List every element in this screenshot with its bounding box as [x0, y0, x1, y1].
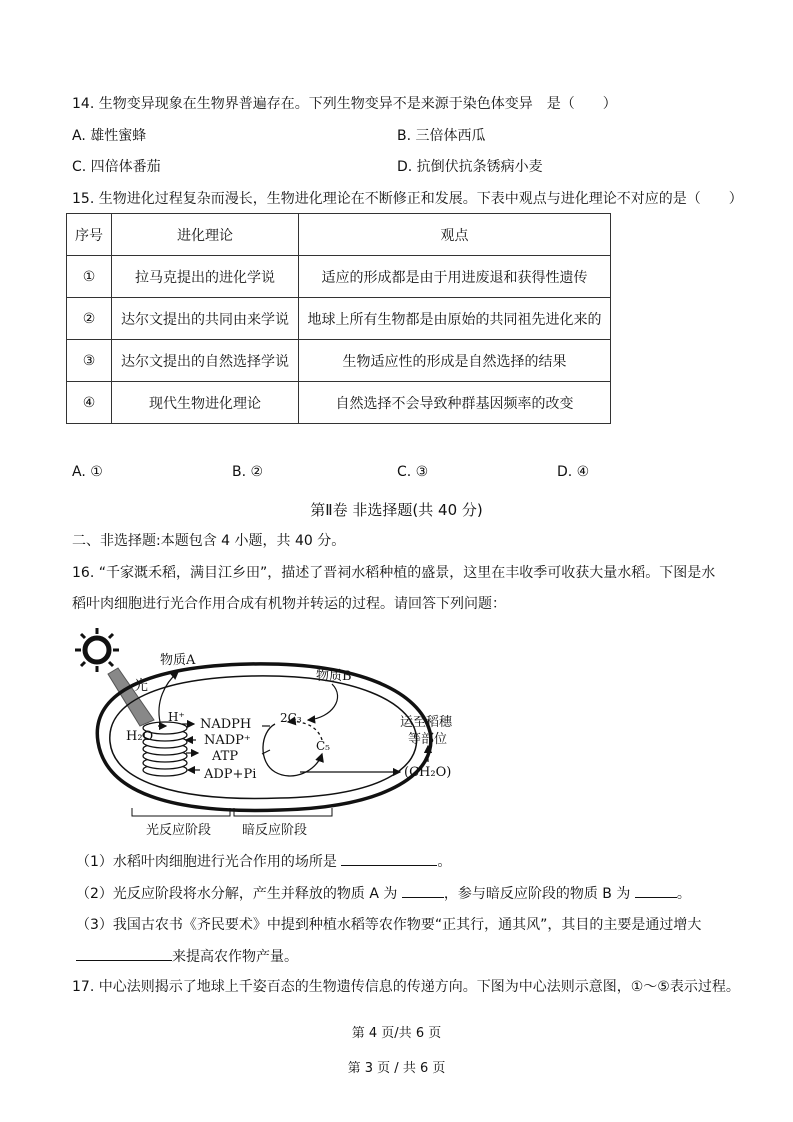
- nadp-label: NADP⁺: [204, 733, 251, 748]
- evolution-table: [66, 213, 611, 424]
- q16-sub3-blank[interactable]: [76, 946, 172, 961]
- table-cell: ②: [67, 298, 112, 340]
- q14-option-c: C. 四倍体番茄: [72, 159, 161, 175]
- q16-sub3-line1: （3）我国古农书《齐民要术》中提到种植水稻等农作物要“正其行，通其风”，其目的主要是通过增大: [76, 917, 702, 933]
- q16-sub1-end: 。: [437, 854, 452, 870]
- q17-stem: 17. 中心法则揭示了地球上千姿百态的生物遗传信息的传递方向。下图为中心法则示意图，①～⑤表示过程。: [72, 979, 740, 995]
- table-cell: 地球上所有生物都是由原始的共同祖先进化来的: [299, 298, 611, 340]
- q16-sub1-text: （1）水稻叶肉细胞进行光合作用的场所是: [76, 854, 337, 870]
- page-number-outer: 第 3 页 / 共 6 页: [347, 1061, 446, 1076]
- q16-sub3-line2: [76, 946, 298, 967]
- light-label: 光: [134, 678, 148, 694]
- substance-a-label: 物质A: [160, 653, 196, 668]
- table-cell: 达尔文提出的共同由来学说: [112, 298, 299, 340]
- table-cell: 生物适应性的形成是自然选择的结果: [299, 340, 611, 382]
- atp-label: ATP: [212, 749, 239, 764]
- calvin-cycle: [263, 724, 322, 776]
- q14-stem: 14. 生物变异现象在生物界普遍存在。下列生物变异不是来源于染色体变异 是（ ）: [72, 96, 617, 112]
- table-cell: 拉马克提出的进化学说: [112, 256, 299, 298]
- table-header-cell: 序号: [67, 214, 112, 256]
- h2o-label: H₂O: [126, 729, 154, 744]
- q16-sub2-text-a: （2）光反应阶段将水分解，产生并释放的物质 A 为: [76, 886, 398, 902]
- q14-option-d: D. 抗倒伏抗条锈病小麦: [397, 159, 543, 175]
- table-row: [67, 256, 611, 298]
- q16-sub2: [76, 883, 691, 904]
- section-title: 第Ⅱ卷 非选择题(共 40 分): [310, 501, 483, 519]
- h-plus-label: H⁺: [168, 710, 185, 724]
- q16-sub2-blank-a[interactable]: [402, 883, 444, 898]
- c5-label: C₅: [316, 739, 330, 753]
- page-number-inner: 第 4 页/共 6 页: [351, 1026, 442, 1041]
- table-cell: 适应的形成都是由于用进废退和获得性遗传: [299, 256, 611, 298]
- light-stage-label: 光反应阶段: [146, 823, 212, 838]
- q16-sub2-end: 。: [676, 886, 691, 902]
- sun-icon: [75, 628, 119, 672]
- table-cell: ①: [67, 256, 112, 298]
- table-header-row: [67, 214, 611, 256]
- q14-option-b: B. 三倍体西瓜: [397, 128, 486, 144]
- table-cell: 自然选择不会导致种群基因频率的改变: [299, 382, 611, 424]
- q14-option-a: A. 雄性蜜蜂: [72, 128, 147, 144]
- q15-option-c: C. ③: [397, 464, 429, 480]
- c3-label: 2C₃: [280, 711, 302, 725]
- table-cell: 达尔文提出的自然选择学说: [112, 340, 299, 382]
- ch2o-label: (CH₂O): [404, 765, 452, 780]
- table-row: [67, 340, 611, 382]
- q16-sub1: [76, 851, 451, 872]
- table-header-cell: 进化理论: [112, 214, 299, 256]
- substance-b-label: 物质B: [316, 669, 352, 684]
- dark-stage-label: 暗反应阶段: [242, 823, 308, 838]
- transport-label-2: 等部位: [408, 732, 448, 747]
- q16-stem-line1: 16. “千家溉禾稻，满目江乡田”，描述了晋祠水稻种植的盛景，这里在丰收季可收获大量水稻。下图是水: [72, 565, 716, 581]
- table-row: [67, 382, 611, 424]
- table-cell: ③: [67, 340, 112, 382]
- q15-stem: 15. 生物进化过程复杂而漫长，生物进化理论在不断修正和发展。下表中观点与进化理论不对应的是（ ）: [72, 191, 743, 207]
- photosynthesis-diagram: [70, 622, 470, 840]
- table-cell: ④: [67, 382, 112, 424]
- adp-label: ADP+Pi: [204, 767, 257, 782]
- q16-sub2-blank-b[interactable]: [635, 883, 677, 898]
- q16-sub1-blank[interactable]: [341, 851, 437, 866]
- table-cell: 现代生物进化理论: [112, 382, 299, 424]
- transport-label-1: 运至稻穗: [400, 715, 453, 730]
- section-intro: 二、非选择题:本题包含 4 小题，共 40 分。: [72, 533, 346, 549]
- q16-sub3-line2-text: 来提高农作物产量。: [172, 949, 298, 965]
- q16-stem-line2: 稻叶肉细胞进行光合作用合成有机物并转运的过程。请回答下列问题：: [72, 596, 506, 612]
- nadph-label: NADPH: [200, 717, 252, 732]
- q15-option-d: D. ④: [557, 464, 590, 480]
- q16-sub2-text-b: ，参与暗反应阶段的物质 B 为: [443, 886, 631, 902]
- table-row: [67, 298, 611, 340]
- q15-option-a: A. ①: [72, 464, 103, 480]
- table-header-cell: 观点: [299, 214, 611, 256]
- q15-option-b: B. ②: [232, 464, 264, 480]
